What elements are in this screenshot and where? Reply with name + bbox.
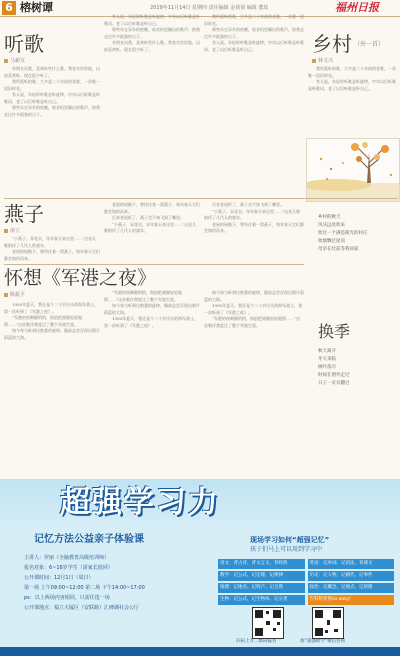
paragraph: “军港的夜啊静悄悄，海浪把战舰轻轻地摇……”这首歌伴我度过了整个军旅生涯。: [4, 315, 83, 327]
article-subtitle: （外一首）: [354, 41, 385, 48]
paragraph: 老屋的屋檐下，曾经住着一窝燕子，每年春天它们都会如约而来。: [4, 249, 100, 261]
ad-feature: 数学：记公式、记定理、记规律: [218, 571, 305, 581]
paragraph: 有人说，年轻时听歌是听旋律，中年以后听歌是听歌词，老了以后听歌是听自己。: [204, 40, 304, 52]
poem: [318, 214, 396, 254]
ad-detail: 公开课地点：福立大厦区（安联路）汇碑湖社会公厅: [24, 605, 140, 611]
article-body-continued: [204, 290, 304, 474]
column-name: 榕树谭: [20, 1, 53, 14]
byline-text: 马新宣: [10, 58, 26, 64]
qr-label: 扫码上方二维码报名: [236, 639, 277, 644]
poem-line: 炊烟飘过屋顶: [318, 239, 345, 244]
ad-right-title: 现场学习如何“超强记忆”: [250, 536, 330, 544]
ad-features: [218, 559, 394, 605]
paragraph: 如今每当听到这熟悉的旋律，眼前总会浮现出那片蔚蓝的大海。: [204, 290, 304, 302]
article-body-continued: [204, 14, 304, 196]
paragraph: 老屋的屋檐下，曾经住着一窝燕子，每年春天它们都会如约而来。: [204, 221, 304, 233]
paragraph: 后来老屋拆了，燕子也不知飞到了哪里。: [212, 202, 284, 207]
ad-right-sub: 孩子们马上可以用到学习中: [250, 546, 323, 553]
article-title: 燕子: [4, 202, 44, 226]
poem-title: 换季: [318, 322, 351, 341]
ad-feature: 政治：记概念、记观点、记原理: [308, 583, 395, 593]
paragraph: 1980年夏天，我还是个二十岁出头的海军战士，第一次听到了《军港之夜》。: [204, 303, 303, 315]
paragraph: 1980年夏天，我还是个二十岁出头的海军战士，第一次听到了《军港之夜》。: [4, 302, 99, 314]
article-byline: [4, 228, 20, 234]
ad-feature: 生物：记公式、记生物体、记分类: [218, 595, 305, 605]
advertisement: [0, 479, 400, 656]
article-title: 听歌: [4, 32, 44, 56]
paragraph: 有人说，年轻时听歌是听旋律，中年以后听歌是听歌词，老了以后听歌是听自己。: [104, 14, 200, 26]
poem-line: 母亲在灶前等我回家: [318, 247, 359, 252]
ad-detail: ps：以上两场内容相同，只需任选一场: [24, 595, 110, 601]
paragraph: 那些年在异乡的夜晚，收音机里飘出的歌声，陪我走过许多孤独的日子。: [4, 105, 100, 117]
ad-detail: 公开课时间：12月1日（周日）: [24, 575, 94, 581]
ad-footer-band: [0, 647, 400, 656]
ad-detail: 主讲人：罗丽（全脑教育高级培训师）: [24, 555, 110, 561]
paragraph: 如今每当听到这熟悉的旋律，眼前总会浮现出那片蔚蓝的大海。: [104, 303, 200, 315]
article-body-continued: [104, 202, 200, 262]
paragraph: 我所爱听的歌，大多是二十年前的老歌，一首歌一段旧时光。: [308, 66, 396, 78]
poem-line: 秋天离开: [318, 349, 336, 354]
ad-feature: 告科积变得so easy!: [308, 595, 395, 605]
page-number: 6: [2, 1, 16, 15]
article-title: 怀想《军港之夜》: [4, 267, 157, 289]
article-title: 乡村: [312, 32, 352, 56]
paragraph: 1980年夏天，我还是个二十岁出头的海军战士，第一次听到了《军港之夜》。: [104, 316, 199, 328]
ad-feature: 语文：背古诗、背文言文、背经典: [218, 559, 305, 569]
ad-details: [24, 553, 208, 613]
paragraph: “小燕子，穿花衣，年年春天来这里……”这首儿歌陪伴了几代人的童年。: [204, 208, 301, 220]
paragraph: “军港的夜啊静悄悄，海浪把战舰轻轻地摇……”这首歌伴我度过了整个军旅生涯。: [204, 316, 301, 328]
paragraph: “小燕子，穿花衣，年年春天来这里……”这首儿歌陪伴了几代人的童年。: [4, 236, 97, 248]
section-divider: [4, 264, 304, 265]
qr-label: 加“超强助学”微信咨询: [300, 639, 346, 644]
paragraph: “小燕子，穿花衣，年年春天来这里……”这首儿歌陪伴了几代人的童年。: [104, 221, 197, 233]
paragraph: 老屋的屋檐下，曾经住着一窝燕子，每年春天它们都会如约而来。: [104, 202, 200, 214]
paragraph: “军港的夜啊静悄悄，海浪把战舰轻轻地摇……”这首歌伴我度过了整个军旅生涯。: [104, 290, 183, 302]
ad-feature: 地理：记地名、记特产、记自然: [218, 583, 305, 593]
article-byline: [4, 58, 25, 64]
issue-meta: 2019年11月14日 星期四 责任编辑 金倩倩 编辑 董瑶: [150, 5, 269, 11]
ad-detail: 报名对象：6~16岁学生（需家长陪同）: [24, 565, 113, 571]
article-body-continued: [104, 14, 200, 196]
ad-headline: 超强学习力: [60, 485, 220, 520]
article-body-continued: [104, 290, 200, 474]
poem-line: 日子一页页翻过: [318, 381, 350, 386]
poem: [318, 348, 396, 388]
article-body-continued: [204, 202, 304, 262]
article-body: [4, 236, 100, 262]
autumn-illustration: [306, 138, 400, 202]
poem-line: 时间在窗外走过: [318, 373, 350, 378]
article-body: [308, 66, 398, 136]
ad-feature: 历史：记人物、记朝代、记事件: [308, 571, 395, 581]
article-body: [4, 302, 100, 474]
poem-line: 树叶落尽: [318, 365, 336, 370]
poem-line: 乡村的秋天: [318, 215, 341, 220]
tree-illustration-icon: [307, 139, 399, 201]
article-byline: [4, 292, 25, 298]
ad-subhead: 记忆方法公益亲子体验课: [34, 534, 144, 545]
poem-line: 吹过一个满是阳光的村庄: [318, 231, 368, 236]
paragraph: 那些年在异乡的夜晚，收音机里飘出的歌声，陪我走过许多孤独的日子。: [104, 27, 200, 39]
ad-detail: 第一场 上午09:00~12:00 第二场 下午14:00~17:00: [24, 585, 145, 591]
poem-line: 冬天来临: [318, 357, 336, 362]
paragraph: 我所爱听的歌，大多是二十年前的老歌，一首歌一段旧时光。: [204, 14, 304, 26]
paragraph: 那些年在异乡的夜晚，收音机里飘出的歌声，陪我走过许多孤独的日子。: [204, 27, 304, 39]
byline-text: 林文兴: [318, 58, 334, 64]
article-byline: [312, 58, 333, 64]
paragraph: 有朋友问我，喜欢听些什么歌。我老实告诉他，以前喜欢听，现在很少听了。: [4, 66, 100, 78]
qr-code-icon[interactable]: [252, 607, 284, 639]
paragraph: 有朋友问我，喜欢听些什么歌。我老实告诉他，以前喜欢听，现在很少听了。: [104, 40, 200, 52]
paragraph: 有人说，年轻时听歌是听旋律，中年以后听歌是听歌词，老了以后听歌是听自己。: [308, 79, 396, 91]
poem-line: 风从远处吹来: [318, 223, 345, 228]
section-divider: [4, 198, 398, 199]
paragraph: 后来老屋拆了，燕子也不知飞到了哪里。: [112, 215, 184, 220]
article-body: [4, 66, 100, 196]
paragraph: 如今每当听到这熟悉的旋律，眼前总会浮现出那片蔚蓝的大海。: [4, 328, 100, 340]
paragraph: 我所爱听的歌，大多是二十年前的老歌，一首歌一段旧时光。: [4, 79, 100, 91]
byline-text: 俞立: [10, 228, 21, 234]
byline-text: 陈振平: [10, 292, 26, 298]
ad-feature: 英语：记单词、记语法、背课文: [308, 559, 395, 569]
newspaper-logo: 福州日报: [335, 1, 379, 14]
paragraph: 有人说，年轻时听歌是听旋律，中年以后听歌是听歌词，老了以后听歌是听自己。: [4, 92, 100, 104]
qr-code-icon[interactable]: [312, 607, 344, 639]
